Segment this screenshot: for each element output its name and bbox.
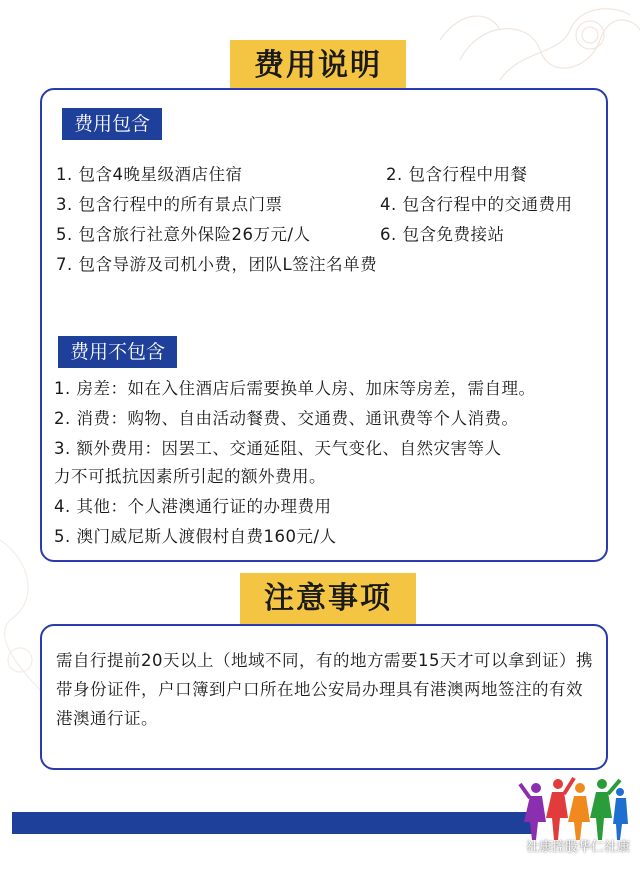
included-item-5: 5. 包含旅行社意外保险26万元/人 [56, 225, 311, 244]
wechat-icon [504, 836, 522, 854]
bottom-bar [12, 812, 532, 834]
excluded-label: 费用不包含 [58, 336, 177, 368]
decorative-swirl [440, 0, 640, 90]
watermark [504, 833, 630, 857]
included-item-6: 6. 包含免费接站 [380, 225, 505, 244]
included-item-7: 7. 包含导游及司机小费，团队L签注名单费 [56, 255, 378, 274]
included-item-2: 2. 包含行程中用餐 [386, 165, 528, 184]
notes-text: 需自行提前20天以上（地域不同，有的地方需要15天才可以拿到证）携带身份证件，户口簿到户口所在地公安局办理具有港澳两地签注的有效港澳通行证。 [56, 651, 593, 728]
excluded-line-6: 5. 澳门威尼斯人渡假村自费160元/人 [54, 527, 337, 546]
excluded-line-5: 4. 其他：个人港澳通行证的办理费用 [54, 497, 332, 516]
excluded-line-4: 力不可抵抗因素所引起的额外费用。 [54, 467, 326, 486]
fees-panel [40, 88, 608, 562]
included-label: 费用包含 [62, 108, 162, 140]
notes-panel [40, 624, 608, 770]
watermark-text: 社康控股华仁社康 [525, 839, 630, 855]
excluded-line-2: 2. 消费：购物、自由活动餐费、交通费、通讯费等个人消费。 [54, 409, 519, 428]
fees-title: 费用说明 [230, 40, 406, 92]
included-item-4: 4. 包含行程中的交通费用 [380, 195, 573, 214]
excluded-line-1: 1. 房差：如在入住酒店后需要换单人房、加床等房差，需自理。 [54, 379, 536, 398]
included-item-3: 3. 包含行程中的所有景点门票 [56, 195, 283, 214]
excluded-line-3: 3. 额外费用：因罢工、交通延阻、天气变化、自然灾害等人 [54, 439, 502, 458]
included-item-1: 1. 包含4晚星级酒店住宿 [56, 165, 243, 184]
notes-title: 注意事项 [240, 573, 416, 625]
